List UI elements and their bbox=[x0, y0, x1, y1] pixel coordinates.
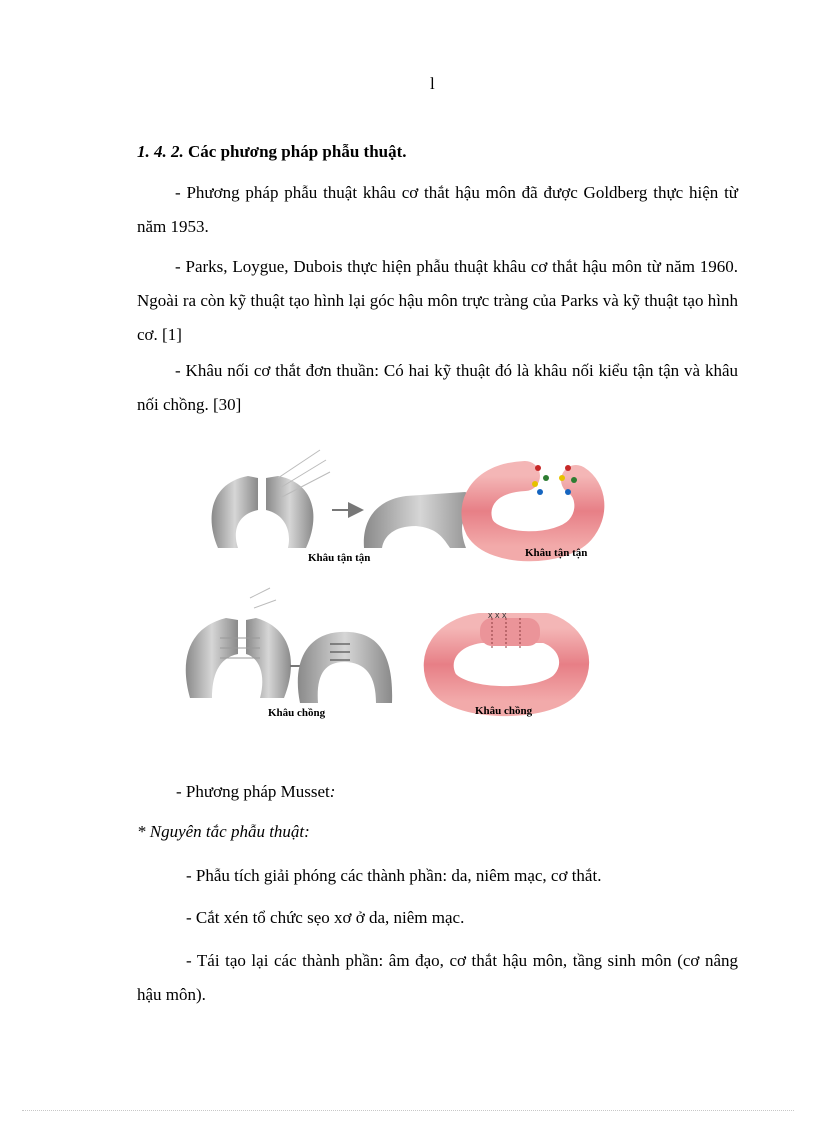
sphincter-suture-figure bbox=[180, 448, 640, 738]
section-title: Các phương pháp phẫu thuật. bbox=[188, 142, 407, 161]
gray-muscle-separated-top bbox=[212, 450, 330, 548]
paragraph-goldberg: - Phương pháp phẫu thuật khâu cơ thắt hậu môn đã được Goldberg thực hiện từ năm 1953. bbox=[137, 183, 738, 236]
musset-method bbox=[176, 782, 335, 802]
pink-ring-end-to-end bbox=[476, 465, 589, 546]
step-dissection: - Phẫu tích giải phóng các thành phần: da, niêm mạc, cơ thắt. bbox=[186, 866, 602, 885]
caption-end-to-end-gray: Khâu tận tận bbox=[308, 552, 371, 564]
pink-ring-overlap bbox=[439, 610, 574, 701]
musset-method-colon: : bbox=[329, 782, 336, 801]
section-number: 1. 4. 2. bbox=[137, 142, 184, 161]
gray-muscle-separated-bottom bbox=[186, 588, 291, 698]
caption-overlap-gray: Khâu chồng bbox=[268, 707, 326, 719]
gray-muscle-overlap-bottom bbox=[298, 632, 392, 703]
page-bottom-rule bbox=[22, 1110, 794, 1111]
caption-overlap-pink: Khâu chồng bbox=[475, 705, 533, 717]
paragraph-parks: - Parks, Loygue, Dubois thực hiện phẫu thuật khâu cơ thắt hậu môn từ năm 1960. Ngoài ra còn kỹ thuật tạo hình lại góc hậu môn trực tràng của Parks và kỹ thuật tạo hình cơ. [1] bbox=[137, 257, 738, 344]
surgical-principle: * Nguyên tắc phẫu thuật: bbox=[137, 822, 310, 841]
caption-end-to-end-pink: Khâu tận tận bbox=[525, 547, 588, 559]
suture-marks: x x x bbox=[488, 610, 507, 620]
page-number: l bbox=[430, 74, 435, 93]
paragraph-khau-noi: - Khâu nối cơ thắt đơn thuần: Có hai kỹ thuật đó là khâu nối kiểu tận tận và khâu nối chồng. [30] bbox=[137, 361, 738, 414]
step-reconstruction: - Tái tạo lại các thành phần: âm đạo, cơ thắt hậu môn, tầng sinh môn (cơ nâng hậu môn). bbox=[137, 951, 738, 1004]
section-heading bbox=[137, 142, 407, 162]
step-scar-excision: - Cắt xén tổ chức sẹo xơ ở da, niêm mạc. bbox=[186, 908, 465, 927]
gray-muscle-joined-top bbox=[364, 492, 477, 548]
musset-method-label: - Phương pháp Musset bbox=[176, 782, 330, 801]
